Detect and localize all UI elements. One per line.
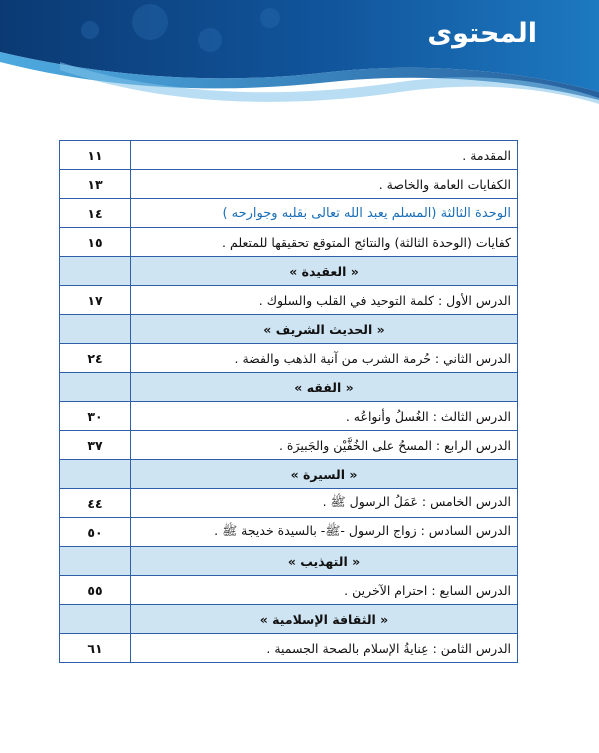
toc-entry-label: الوحدة الثالثة (المسلم يعبد الله تعالى بقلبه وجوارحه ) [131, 199, 518, 228]
section-header-row [60, 315, 518, 344]
page-title: المحتوى [427, 18, 537, 49]
toc-page-number: ٢٤ [60, 344, 131, 373]
toc-page-number: ٣٠ [60, 402, 131, 431]
section-header-row [60, 605, 518, 634]
toc-row[interactable] [60, 344, 518, 373]
section-title: « الفقه » [131, 373, 518, 402]
toc-entry-label: الدرس السابع : احترام الآخرين . [131, 576, 518, 605]
toc-row[interactable] [60, 199, 518, 228]
section-title: « التهذيب » [131, 547, 518, 576]
toc-page-number: ١٣ [60, 170, 131, 199]
toc-row[interactable] [60, 286, 518, 315]
section-header-row [60, 373, 518, 402]
toc-entry-label: كفايات (الوحدة الثالثة) والنتائج المتوقع تحقيقها للمتعلم . [131, 228, 518, 257]
toc-entry-label: المقدمة . [131, 141, 518, 170]
toc-row[interactable] [60, 489, 518, 518]
section-page-cell [60, 315, 131, 344]
toc-page-number: ٥٥ [60, 576, 131, 605]
toc-entry-label: الدرس الرابع : المسحُ على الخُفَّيْن والجَبيرَة . [131, 431, 518, 460]
toc-page-number: ١١ [60, 141, 131, 170]
toc-row[interactable] [60, 170, 518, 199]
toc-row[interactable] [60, 431, 518, 460]
section-page-cell [60, 373, 131, 402]
toc-row[interactable] [60, 402, 518, 431]
toc-page-number: ٦١ [60, 634, 131, 663]
toc-entry-label: الدرس السادس : زواج الرسول -ﷺ- بالسيدة خديجة ﷺ . [131, 518, 518, 547]
section-title: « السيرة » [131, 460, 518, 489]
section-title: « الحديث الشريف » [131, 315, 518, 344]
toc-row[interactable] [60, 518, 518, 547]
toc-entry-label: الدرس الثاني : حُرمة الشرب من آنية الذهب والفضة . [131, 344, 518, 373]
section-page-cell [60, 460, 131, 489]
section-title: « الثقافة الإسلامية » [131, 605, 518, 634]
toc-entry-label: الكفايات العامة والخاصة . [131, 170, 518, 199]
toc-entry-label: الدرس الثالث : الغُسلُ وأنواعُه . [131, 402, 518, 431]
toc-page-number: ١٧ [60, 286, 131, 315]
section-page-cell [60, 605, 131, 634]
toc-entry-label: الدرس الخامس : عَمَلُ الرسول ﷺ . [131, 489, 518, 518]
toc-page-number: ٥٠ [60, 518, 131, 547]
toc-page-number: ٤٤ [60, 489, 131, 518]
section-header-row [60, 257, 518, 286]
section-page-cell [60, 257, 131, 286]
section-page-cell [60, 547, 131, 576]
toc-row[interactable] [60, 141, 518, 170]
section-title: « العقيدة » [131, 257, 518, 286]
toc-entry-label: الدرس الأول : كلمة التوحيد في القلب والسلوك . [131, 286, 518, 315]
toc-page-number: ١٥ [60, 228, 131, 257]
section-header-row [60, 460, 518, 489]
toc-entry-label: الدرس الثامن : عِنايةُ الإسلام بالصحة الجسمية . [131, 634, 518, 663]
toc-row[interactable] [60, 228, 518, 257]
toc-page-number: ١٤ [60, 199, 131, 228]
toc-row[interactable] [60, 634, 518, 663]
toc-page-number: ٣٧ [60, 431, 131, 460]
toc-row[interactable] [60, 576, 518, 605]
section-header-row [60, 547, 518, 576]
wave-decoration [0, 0, 599, 112]
contents-table [59, 140, 518, 663]
header-banner [0, 0, 599, 112]
